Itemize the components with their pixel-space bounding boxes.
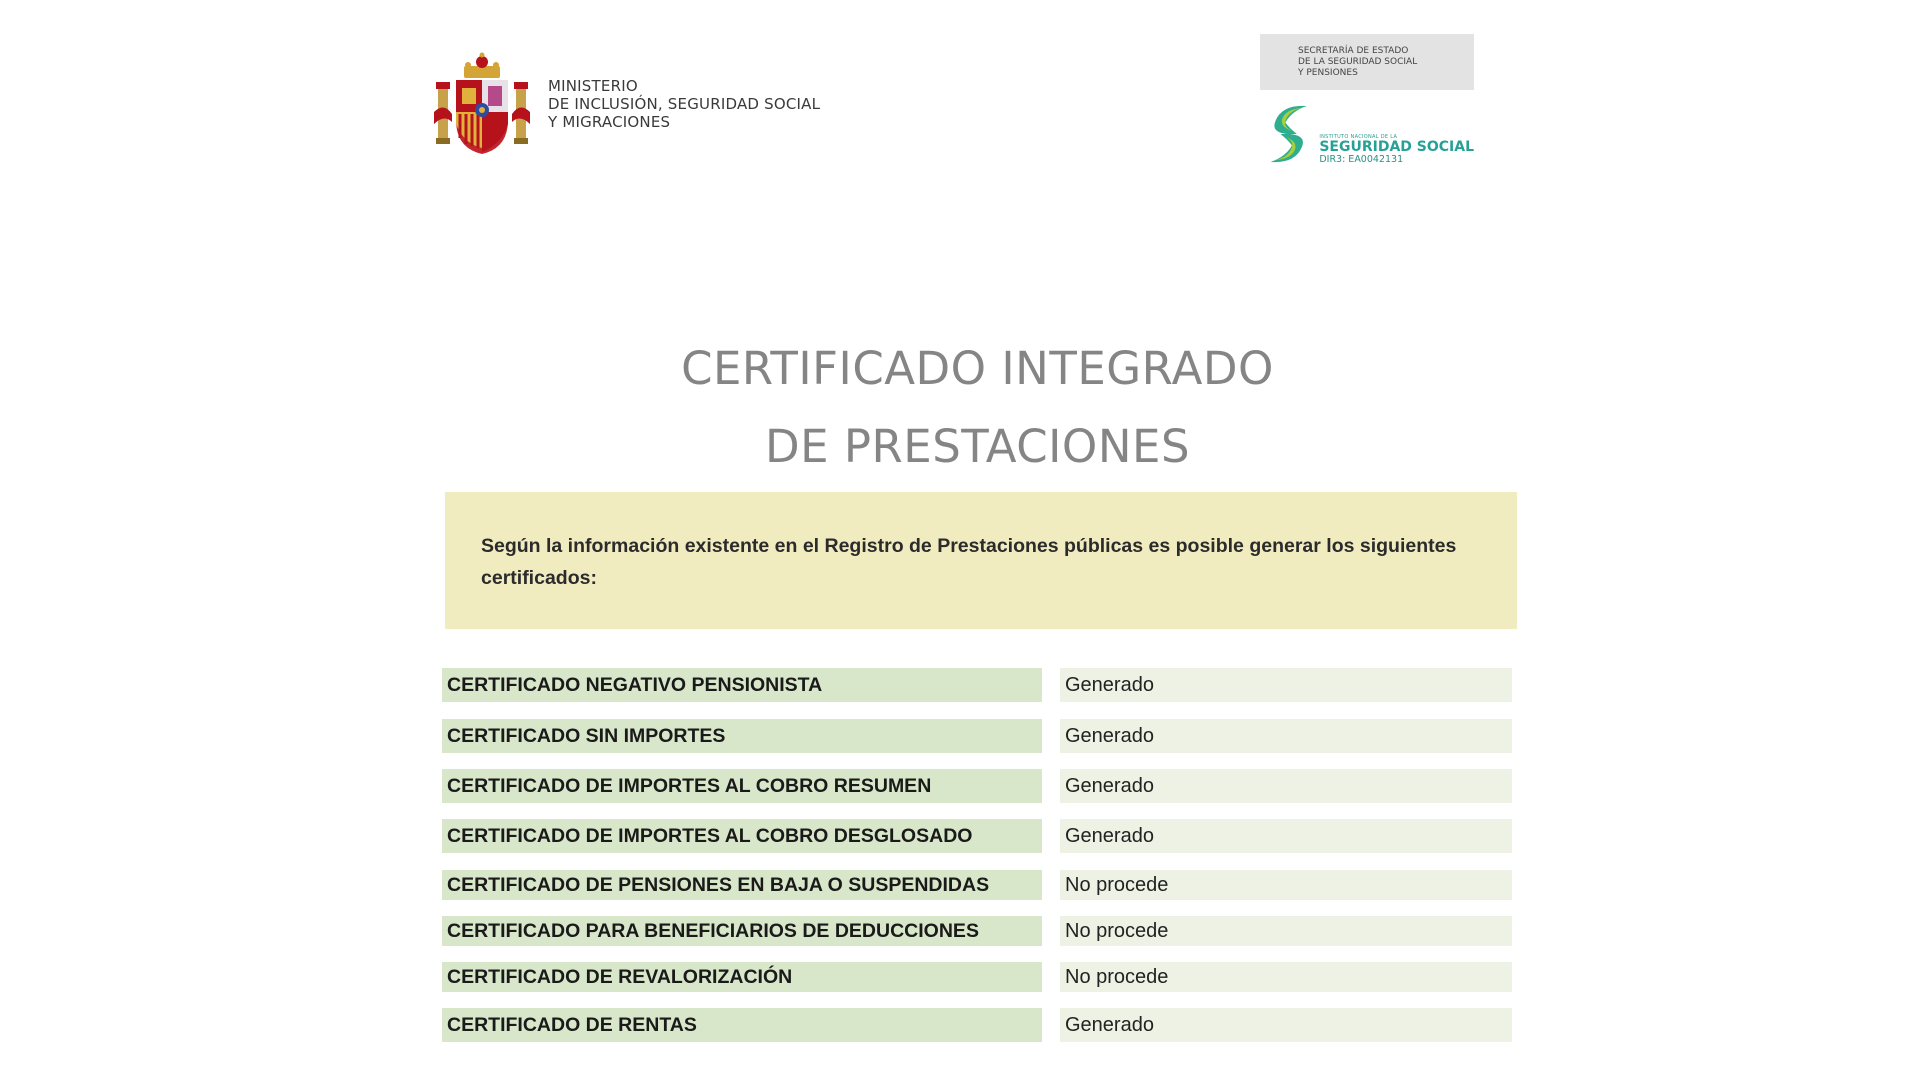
ministry-name	[548, 77, 820, 131]
certificate-label: CERTIFICADO DE IMPORTES AL COBRO DESGLOSADO	[442, 819, 1042, 853]
certificate-status: Generado	[1060, 668, 1512, 702]
seguridad-social-header	[1260, 34, 1474, 172]
instituto-label: INSTITUTO NACIONAL DE LA	[1319, 133, 1398, 140]
certificate-label: CERTIFICADO DE RENTAS	[442, 1008, 1042, 1042]
certificate-status: No procede	[1060, 870, 1512, 900]
seguridad-social-logo	[1264, 96, 1474, 172]
title-line: DE PRESTACIONES	[764, 420, 1191, 473]
coat-of-arms-icon	[434, 52, 530, 156]
certificate-status: Generado	[1060, 1008, 1512, 1042]
seguridad-social-logo-icon	[1264, 96, 1313, 172]
certificate-status: No procede	[1060, 962, 1512, 992]
certificate-row	[0, 719, 1920, 753]
title-line: CERTIFICADO INTEGRADO	[681, 342, 1274, 395]
certificate-status: Generado	[1060, 819, 1512, 853]
secretaria-box	[1260, 34, 1474, 90]
certificate-label: CERTIFICADO DE IMPORTES AL COBRO RESUMEN	[442, 769, 1042, 803]
secretaria-line: DE LA SEGURIDAD SOCIAL	[1298, 57, 1418, 67]
ministry-line: Y MIGRACIONES	[548, 113, 671, 131]
certificate-status: No procede	[1060, 916, 1512, 946]
ministry-line: DE INCLUSIÓN, SEGURIDAD SOCIAL	[548, 95, 821, 113]
certificate-row	[0, 819, 1920, 853]
certificate-row	[0, 916, 1920, 946]
seguridad-social-name: SEGURIDAD SOCIAL	[1319, 138, 1474, 155]
secretaria-line: SECRETARÍA DE ESTADO	[1298, 46, 1409, 56]
certificate-label: CERTIFICADO NEGATIVO PENSIONISTA	[442, 668, 1042, 702]
certificate-row	[0, 668, 1920, 702]
certificate-label: CERTIFICADO PARA BENEFICIARIOS DE DEDUCCIONES	[442, 916, 1042, 946]
certificate-row	[0, 1008, 1920, 1042]
certificate-status: Generado	[1060, 719, 1512, 753]
info-box	[445, 492, 1517, 629]
certificate-label: CERTIFICADO DE REVALORIZACIÓN	[442, 962, 1042, 992]
dir3-code: DIR3: EA0042131	[1319, 153, 1404, 165]
certificate-row	[0, 870, 1920, 900]
info-text: Según la información existente en el Registro de Prestaciones públicas es posible generar los siguientes certificados:	[481, 535, 1457, 589]
certificate-row	[0, 769, 1920, 803]
certificate-row	[0, 962, 1920, 992]
ministry-header	[434, 52, 820, 156]
secretaria-line: Y PENSIONES	[1298, 68, 1358, 78]
document-title	[560, 330, 1395, 486]
certificate-label: CERTIFICADO DE PENSIONES EN BAJA O SUSPENDIDAS	[442, 870, 1042, 900]
ministry-line: MINISTERIO	[548, 77, 638, 95]
certificate-label: CERTIFICADO SIN IMPORTES	[442, 719, 1042, 753]
certificate-status: Generado	[1060, 769, 1512, 803]
